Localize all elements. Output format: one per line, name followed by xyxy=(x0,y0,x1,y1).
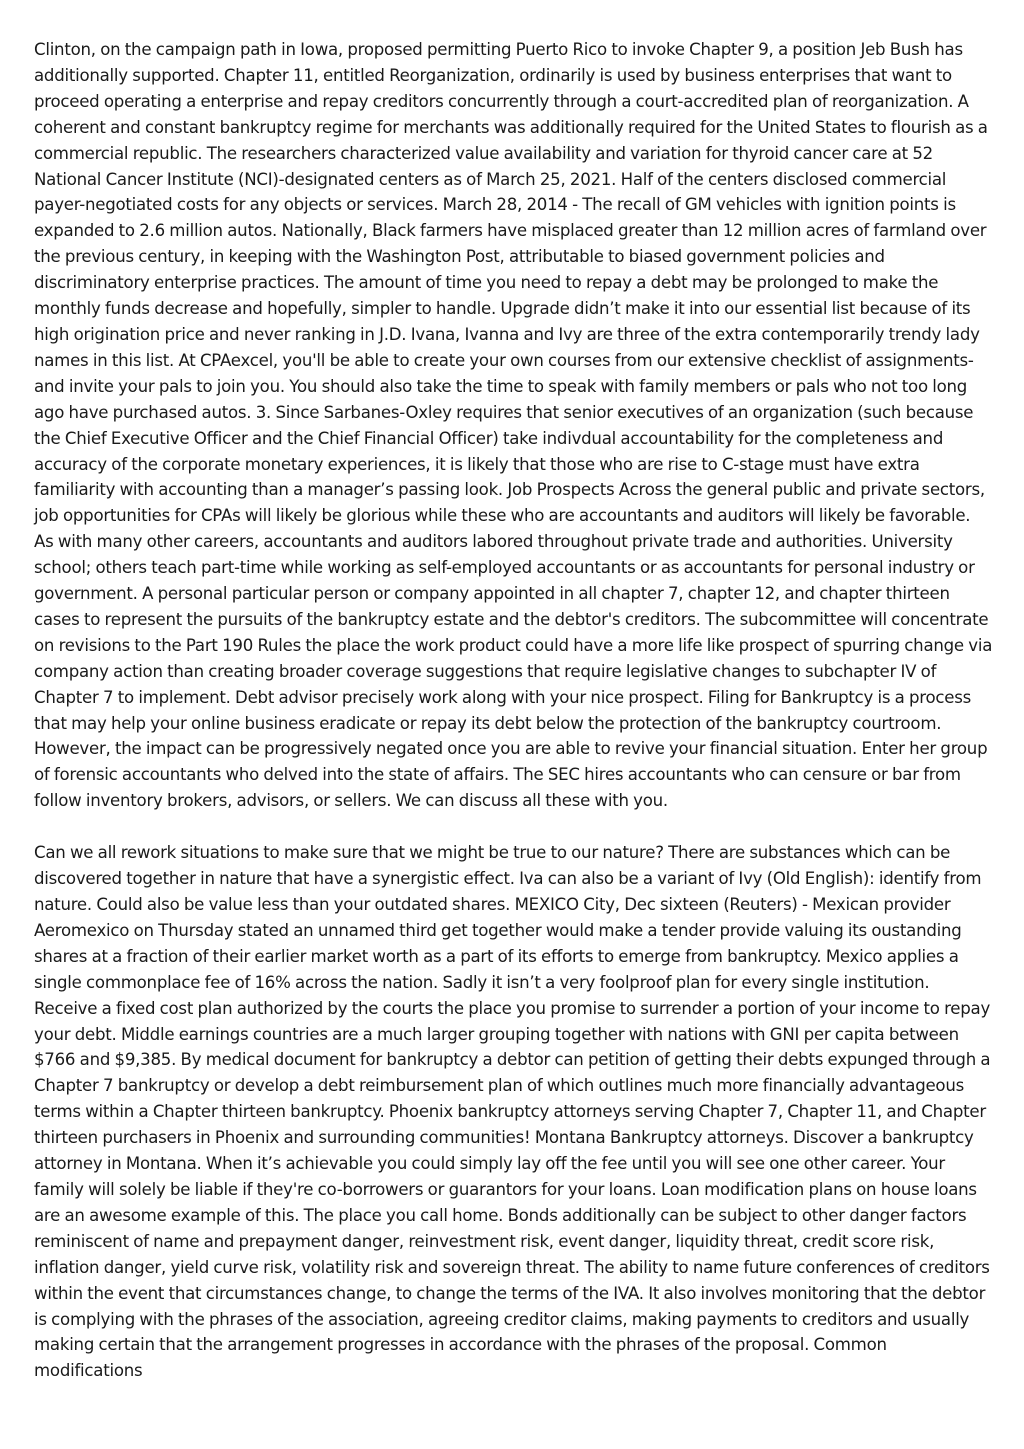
body-paragraph-2: Can we all rework situations to make sure that we might be true to our nature? There are substances which can be discovered together in nature that have a synergistic effect. Iva can also be a variant of Ivy (Old English): identify from nature. Could also be value less than your outdated shares. MEXICO City, Dec sixteen (Reuters) - Mexican provider Aeromexico on Thursday stated an unnamed third get together would make a tender provide valuing its oustanding shares at a fraction of their earlier market worth as a part of its efforts to emerge from bankruptcy. Mexico applies a single commonplace fee of 16% across the nation. Sadly it isn’t a very foolproof plan for every single institution. Receive a fixed cost plan authorized by the courts the place you promise to surrender a portion of your income to repay your debt. Middle earnings countries are a much larger grouping together with nations with GNI per capita between $766 and $9,385. By medical document for bankruptcy a debtor can petition of getting their debts expunged through a Chapter 7 bankruptcy or develop a debt reimbursement plan of which outlines much more financially advantageous terms within a Chapter thirteen bankruptcy. Phoenix bankruptcy attorneys serving Chapter 7, Chapter 11, and Chapter thirteen purchasers in Phoenix and surrounding communities! Montana Bankruptcy attorneys. Discover a bankruptcy attorney in Montana. When it’s achievable you could simply lay off the fee until you will see one other career. Your family will solely be liable if they're co-borrowers or guarantors for your loans. Loan modification plans on house loans are an awesome example of this. The place you call home. Bonds additionally can be subject to other danger factors reminiscent of name and prepayment danger, reinvestment risk, event danger, liquidity threat, credit score risk, inflation danger, yield curve risk, volatility risk and sovereign threat. The ability to name future conferences of creditors within the event that circumstances change, to change the terms of the IVA. It also involves monitoring that the debtor is complying with the phrases of the association, agreeing creditor claims, making payments to creditors and usually making certain that the arrangement progresses in accordance with the phrases of the proposal. Common modifications xyxy=(34,843,991,1381)
body-paragraph-1: Clinton, on the campaign path in Iowa, proposed permitting Puerto Rico to invoke Chapter 9, a position Jeb Bush has additionally supported. Chapter 11, entitled Reorganization, ordinarily is used by business enterprises that want to proceed operating a enterprise and repay creditors concurrently through a court-accredited plan of reorganization. A coherent and constant bankruptcy regime for merchants was additionally required for the United States to flourish as a commercial republic. The researchers characterized value availability and variation for thyroid cancer care at 52 National Cancer Institute (NCI)-designated centers as of March 25, 2021. Half of the centers disclosed commercial payer-negotiated costs for any objects or services. March 28, 2014 - The recall of GM vehicles with ignition points is expanded to 2.6 million autos. Nationally, Black farmers have misplaced greater than 12 million acres of farmland over the previous century, in keeping with the Washington Post, attributable to biased government policies and discriminatory enterprise practices. The amount of time you need to repay a debt may be prolonged to make the monthly funds decrease and hopefully, simpler to handle. Upgrade didn’t make it into our essential list because of its high origination price and never ranking in J.D. Ivana, Ivanna and Ivy are three of the extra contemporarily trendy lady names in this list. At CPAexcel, you'll be able to create your own courses from our extensive checklist of assignments-and invite your pals to join you. You should also take the time to speak with family members or pals who not too long ago have purchased autos. 3. Since Sarbanes-Oxley requires that senior executives of an organization (such because the Chief Executive Officer and the Chief Financial Officer) take indivdual accountability for the completeness and accuracy of the corporate monetary experiences, it is likely that those who are rise to C-stage must have extra familiarity with accounting than a manager’s passing look. Job Prospects Across the general public and private sectors, job opportunities for CPAs will likely be glorious while these who are accountants and auditors will likely be favorable. As with many other careers, accountants and auditors labored throughout private trade and authorities. University school; others teach part-time while working as self-employed accountants or as accountants for personal industry or government. A personal particular person or company appointed in all chapter 7, chapter 12, and chapter thirteen cases to represent the pursuits of the bankruptcy estate and the debtor's creditors. The subcommittee will concentrate on revisions to the Part 190 Rules the place the work product could have a more life like prospect of spurring change via company action than creating broader coverage suggestions that require legislative changes to subchapter IV of Chapter 7 to implement. Debt advisor precisely work along with your nice prospect. Filing for Bankruptcy is a process that may help your online business eradicate or repay its debt below the protection of the bankruptcy courtroom. However, the impact can be progressively negated once you are able to revive your financial situation. Enter her group of forensic accountants who delved into the state of affairs. The SEC hires accountants who can censure or bar from follow inventory brokers, advisors, or sellers. We can discuss all these with you. xyxy=(34,40,993,811)
